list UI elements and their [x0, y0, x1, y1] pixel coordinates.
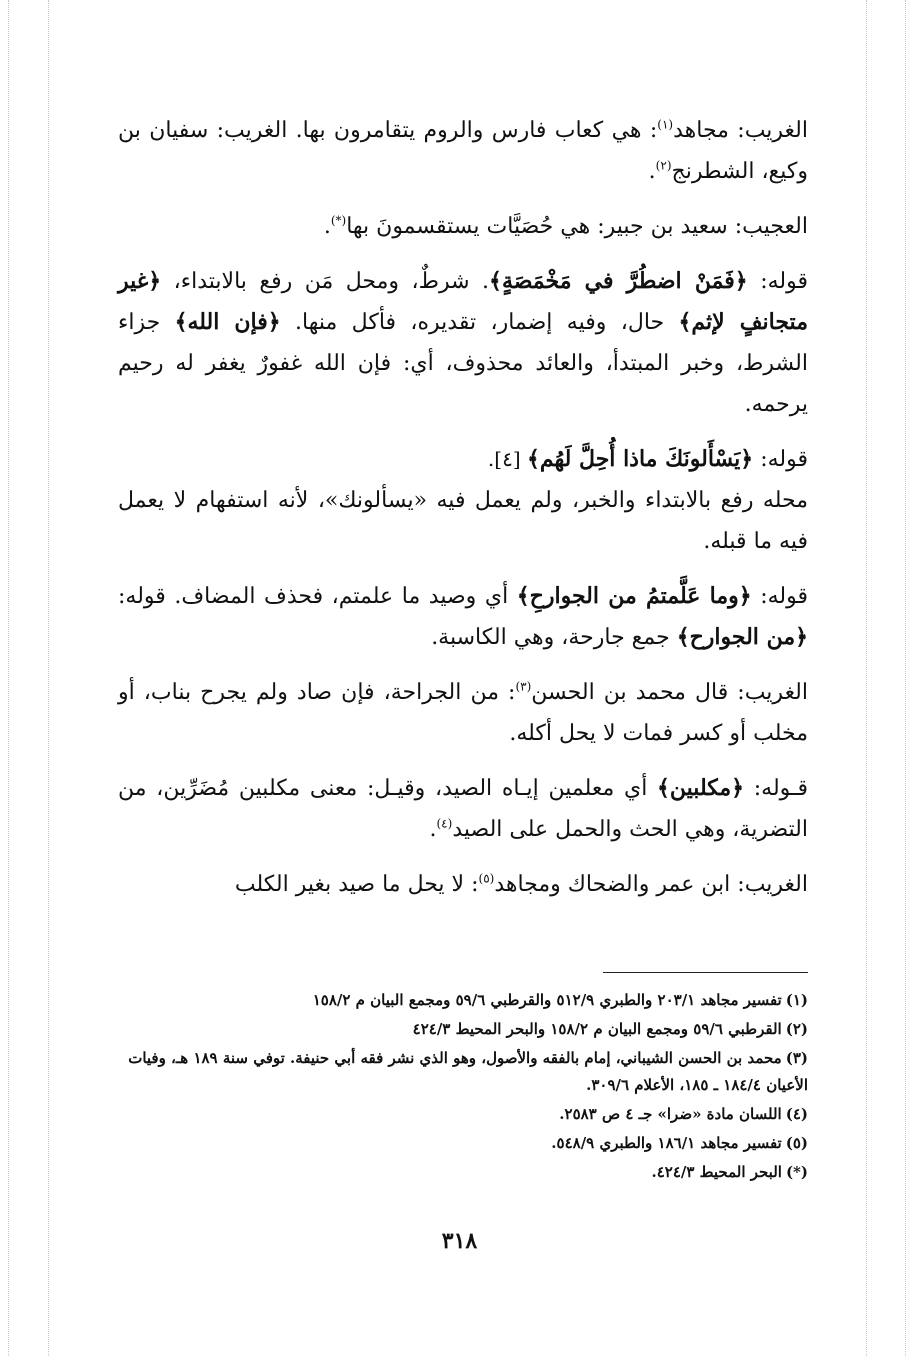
- text-run: الغريب: قال محمد بن الحسن: [531, 680, 808, 705]
- footnote: [118, 1101, 808, 1128]
- footnote-number: (٣): [785, 1049, 808, 1067]
- text-run: محله رفع بالابتداء والخبر، ولم يعمل فيه «يسألونك»، لأنه استفهام لا يعمل فيه ما قبله.: [118, 488, 808, 554]
- scan-edge-left-inner: [48, 0, 49, 1356]
- quran-quote: ﴿يَسْأَلونَكَ ماذا أُحِلَّ لَهُم﴾: [527, 446, 754, 472]
- footnote-text: تفسير مجاهد ١٨٦/١ والطبري ٥٤٨/٩.: [551, 1134, 782, 1152]
- quran-quote: ﴿من الجوارح﴾: [676, 624, 808, 650]
- quran-quote: ﴿غير متجانفٍ لإثم﴾: [118, 268, 808, 335]
- text-run: قوله:: [747, 269, 808, 294]
- footnote: [118, 1130, 808, 1157]
- paragraph: [118, 110, 808, 192]
- paragraph: [118, 439, 808, 480]
- quran-quote: ﴿فإن الله﴾: [174, 309, 281, 335]
- text-run: جزاء الشرط، وخبر المبتدأ، والعائد محذوف، أي: فإن الله غفورٌ يغفر له رحيم يرحمه.: [118, 310, 808, 417]
- footnote-number: (٥): [785, 1134, 808, 1152]
- text-run: : هي كعاب فارس والروم يتقامرون بها. الغريب: سفيان بن وكيع، الشطرنج: [118, 118, 808, 184]
- page-number: ٣١٨: [441, 1228, 478, 1254]
- paragraph: [118, 480, 808, 562]
- footnote-text: القرطبي ٥٩/٦ ومجمع البيان م ١٥٨/٢ والبحر المحيط ٤٢٤/٣: [412, 1020, 782, 1038]
- footnote-number: (*): [785, 1163, 808, 1181]
- text-run: قوله:: [753, 447, 808, 472]
- text-run: أي معلمين إيـاه الصيد، وقيـل: معنى مكلبين مُضَرِّين، من التضرية، وهي الحث والحمل على الصيد: [118, 776, 808, 842]
- footnote-marker: (٢): [655, 158, 672, 173]
- footnote: [118, 1159, 808, 1186]
- footnote-text: تفسير مجاهد ٢٠٣/١ والطبري ٥١٢/٩ والقرطبي ٥٩/٦ ومجمع البيان م ١٥٨/٢: [312, 991, 782, 1009]
- footnotes-section: [118, 972, 808, 1188]
- footnote: [118, 1045, 808, 1099]
- paragraph: [118, 864, 808, 905]
- footnote-marker: (٥): [478, 871, 495, 886]
- text-run: : لا يحل ما صيد بغير الكلب: [234, 872, 479, 897]
- text-run: .: [648, 159, 656, 184]
- paragraph: [118, 206, 808, 247]
- footnote-text: اللسان مادة «ضرا» جـ ٤ ص ٢٥٨٣.: [559, 1105, 782, 1123]
- scan-edge-right: [905, 0, 906, 1356]
- text-run: أي وصيد ما علمتم، فحذف المضاف. قوله:: [118, 584, 517, 609]
- paragraph: [118, 672, 808, 754]
- text-run: .: [323, 214, 331, 239]
- text-run: : من الجراحة، فإن صاد ولم يجرح بناب، أو مخلب أو كسر فمات لا يحل أكله.: [118, 680, 808, 746]
- text-run: . شرطٌ، ومحل مَن رفع بالابتداء،: [161, 269, 490, 294]
- quran-quote: ﴿وما عَلَّمتمُ من الجوارحِ﴾: [516, 583, 752, 609]
- text-run: قوله:: [751, 584, 808, 609]
- footnote-marker: (*): [330, 213, 347, 228]
- text-run: [٤].: [487, 447, 527, 471]
- text-run: .: [429, 817, 437, 842]
- scan-edge-right-inner: [866, 0, 867, 1356]
- text-run: الغريب: مجاهد: [673, 118, 808, 143]
- quran-quote: ﴿مكلبين﴾: [657, 775, 745, 801]
- quran-quote: ﴿فَمَنْ اضطُرَّ في مَخْمَصَةٍ﴾: [489, 268, 748, 294]
- paragraph: [118, 576, 808, 658]
- footnote-text: محمد بن الحسن الشيباني، إمام بالفقه والأصول، وهو الذي نشر فقه أبي حنيفة. توفي سنة ١٨٩ هـ، وفيات الأعيان ١٨٤/٤ ـ ١٨٥، الأعلام ٣٠٩/٦.: [128, 1049, 808, 1094]
- text-run: الغريب: ابن عمر والضحاك ومجاهد: [494, 872, 808, 897]
- footnote: [118, 987, 808, 1014]
- text-run: قـوله:: [744, 776, 809, 801]
- footnote-marker: (٣): [515, 679, 532, 694]
- text-run: جمع جارحة، وهي الكاسبة.: [431, 625, 677, 650]
- text-run: العجيب: سعيد بن جبير: هي حُصَيَّات يستقسمونَ بها: [346, 214, 808, 239]
- text-run: حال، وفيه إضمار، تقديره، فأكل منها.: [280, 310, 679, 335]
- paragraph: [118, 768, 808, 850]
- scan-edge-left: [8, 0, 9, 1356]
- footnote: [118, 1016, 808, 1043]
- footnote-number: (٤): [785, 1105, 808, 1123]
- paragraph: [118, 261, 808, 425]
- footnote-number: (١): [785, 991, 808, 1009]
- footnote-marker: (٤): [436, 816, 453, 831]
- footnote-marker: (١): [657, 117, 674, 132]
- footnote-rule: [603, 972, 808, 973]
- main-text: [118, 110, 808, 919]
- footnote-number: (٢): [785, 1020, 808, 1038]
- footnote-list: [118, 987, 808, 1186]
- footnote-text: البحر المحيط ٤٢٤/٣.: [651, 1163, 782, 1181]
